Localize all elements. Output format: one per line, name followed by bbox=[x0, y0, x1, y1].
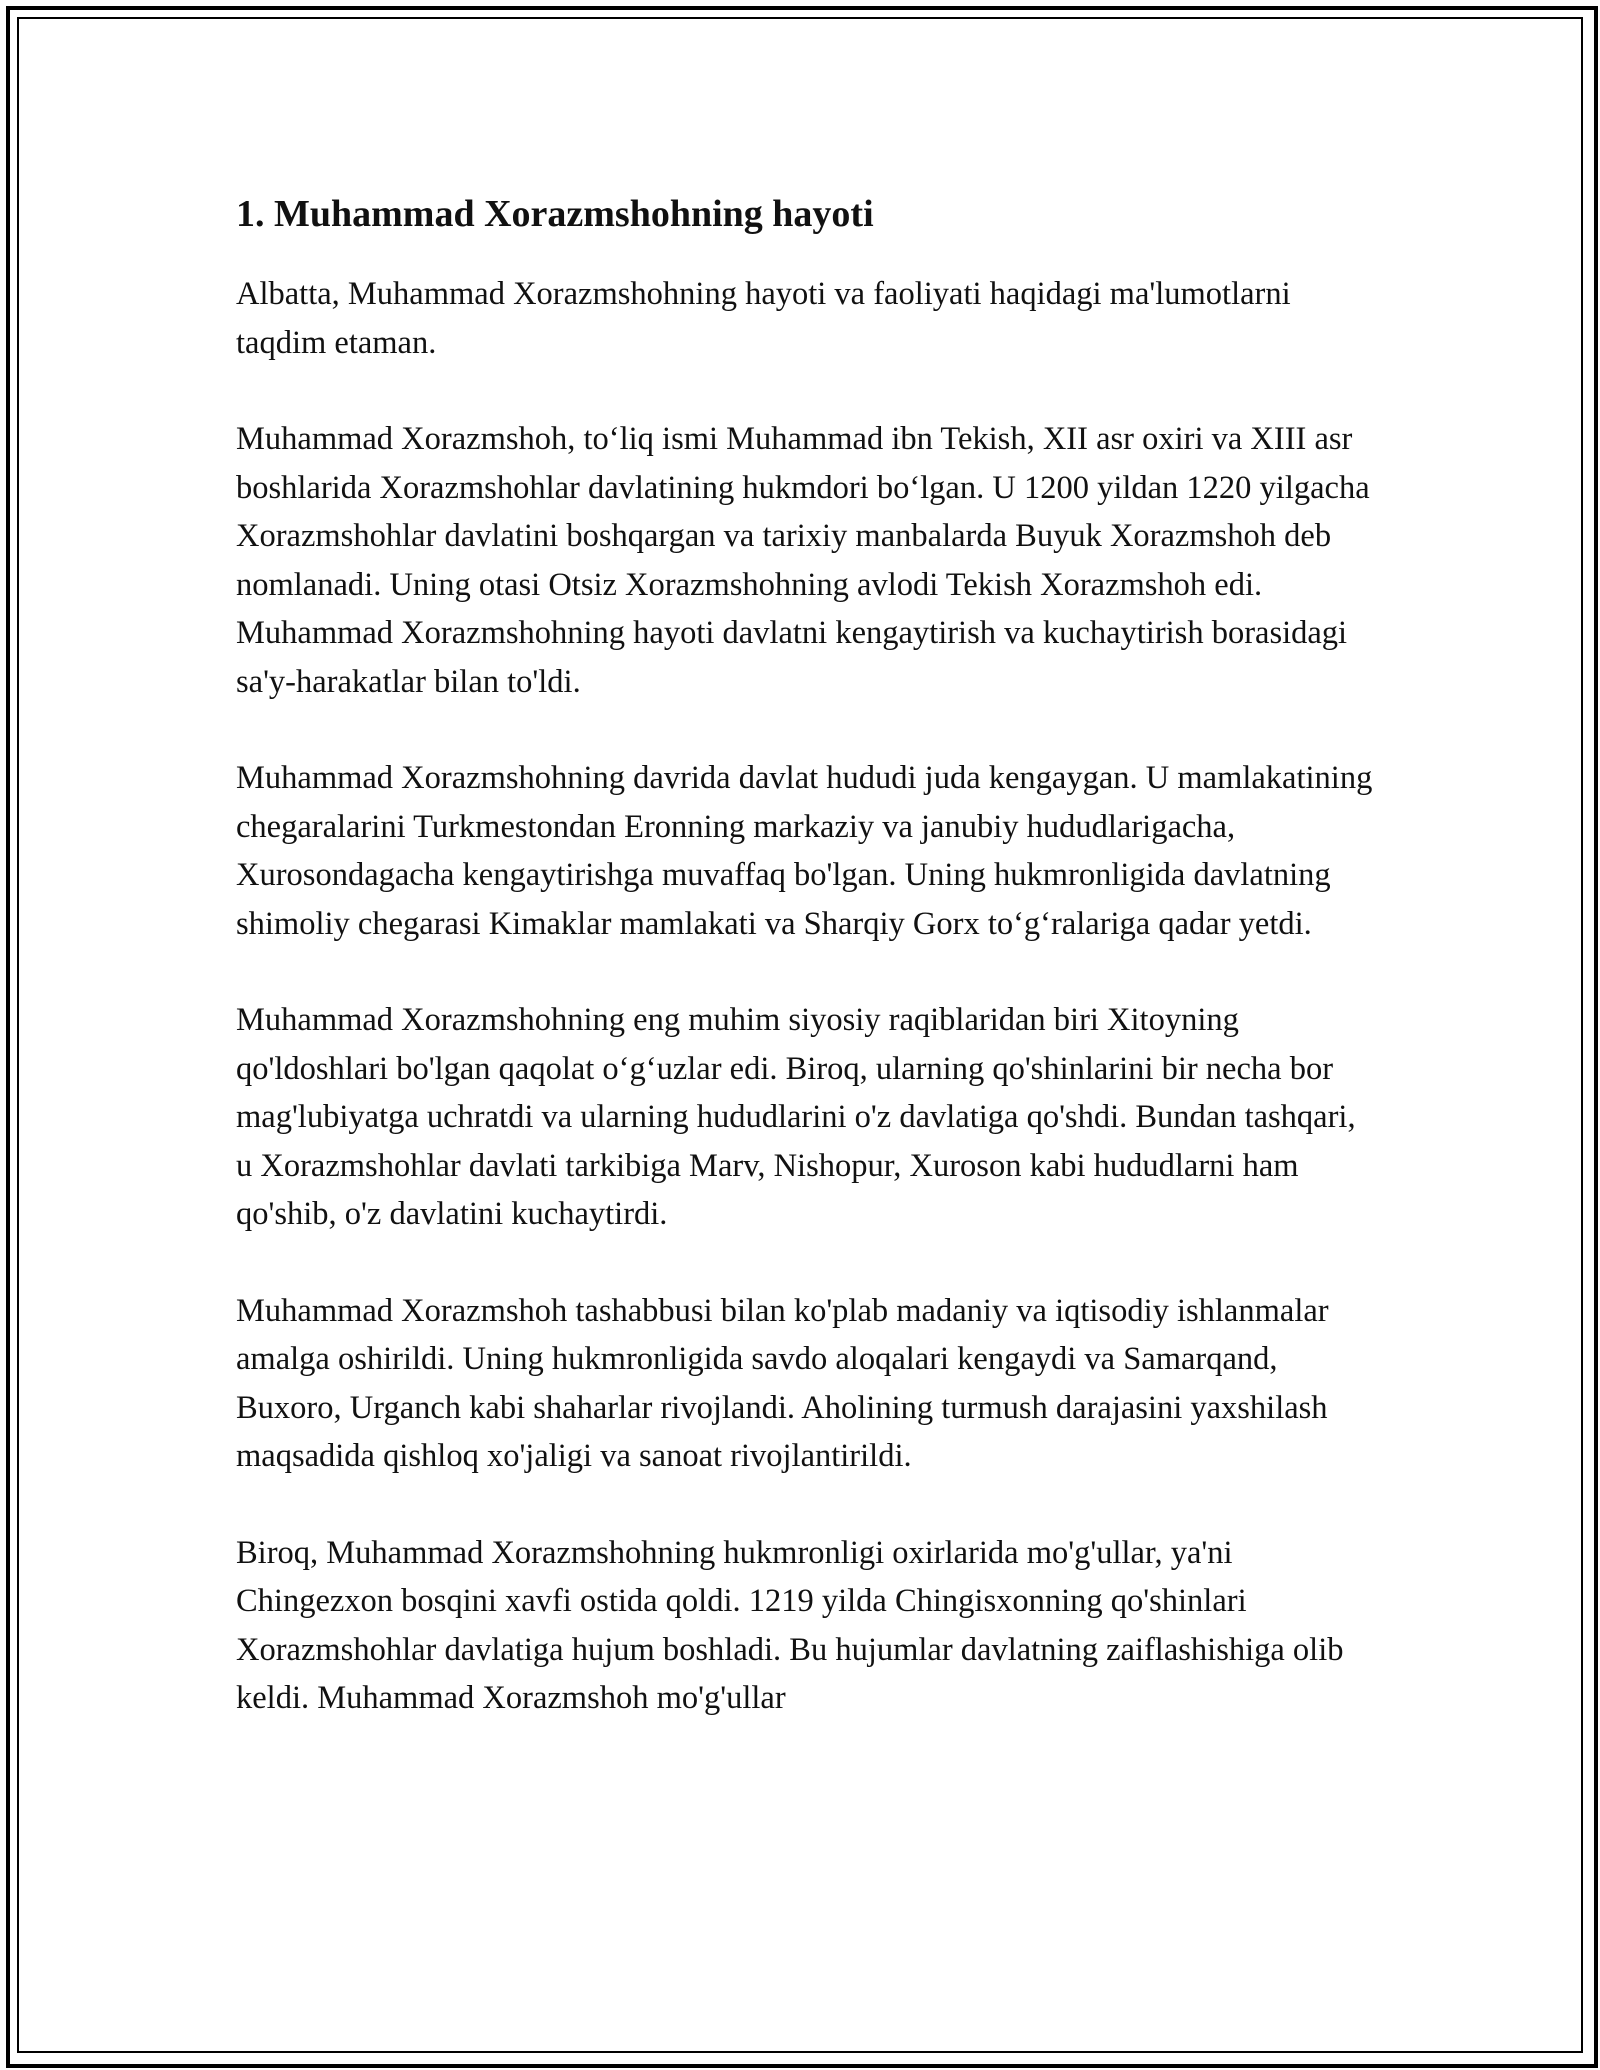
document-body bbox=[236, 186, 1376, 1771]
paragraph-mongol-invasion: Biroq, Muhammad Xorazmshohning hukmronligi oxirlarida mo'g'ullar, ya'ni Chingezxon bosqini xavfi ostida qoldi. 1219 yilda Chingisxonning qo'shinlari Xorazmshohlar davlatiga hujum boshladi. Bu hujumlar davlatning zaiflashishiga olib keldi. Muhammad Xorazmshoh mo'g'ullar bbox=[236, 1534, 1344, 1716]
paragraph-development: Muhammad Xorazmshoh tashabbusi bilan ko'plab madaniy va iqtisodiy ishlanmalar amalga oshirildi. Uning hukmronligida savdo aloqalari kengaydi va Samarqand, Buxoro, Urganch kabi shaharlar rivojlandi. Aholining turmush darajasini yaxshilash maqsadida qishloq xo'jaligi va sanoat rivojlantirildi. bbox=[236, 1292, 1329, 1474]
paragraph-rivals: Muhammad Xorazmshohning eng muhim siyosiy raqiblaridan biri Xitoyning qo'ldoshlari bo'lgan qaqolat o‘g‘uzlar edi. Biroq, ularning qo'shinlarini bir necha bor mag'lubiyatga uchratdi va ularning hududlarini o'z davlatiga qo'shdi. Bundan tashqari, u Xorazmshohlar davlati tarkibiga Marv, Nishopur, Xuroson kabi hududlarni ham qo'shib, o'z davlatini kuchaytirdi. bbox=[236, 1002, 1356, 1232]
paragraph-territory: Muhammad Xorazmshohning davrida davlat hududi juda kengaygan. U mamlakatining chegaralarini Turkmestondan Eronning markaziy va janubiy hududlarigacha, Xurosondagacha kengaytirishga muvaffaq bo'lgan. Uning hukmronligida davlatning shimoliy chegarasi Kimaklar mamlakati va Sharqiy Gorx to‘g‘ralariga qadar yetdi. bbox=[236, 760, 1373, 942]
paragraph-biography: Muhammad Xorazmshoh, to‘liq ismi Muhammad ibn Tekish, XII asr oxiri va XIII asr boshlarida Xorazmshohlar davlatining hukmdori bo‘lgan. U 1200 yildan 1220 yilgacha Xorazmshohlar davlatini boshqargan va tarixiy manbalarda Buyuk Xorazmshoh deb nomlanadi. Uning otasi Otsiz Xorazmshohning avlodi Tekish Xorazmshoh edi. Muhammad Xorazmshohning hayoti davlatni kengaytirish va kuchaytirish borasidagi sa'y-harakatlar bilan to'ldi. bbox=[236, 421, 1370, 700]
section-title: 1. Muhammad Xorazmshohning hayoti bbox=[236, 193, 874, 235]
paragraph-intro: Albatta, Muhammad Xorazmshohning hayoti va faoliyati haqidagi ma'lumotlarni taqdim etaman. bbox=[236, 276, 1291, 361]
